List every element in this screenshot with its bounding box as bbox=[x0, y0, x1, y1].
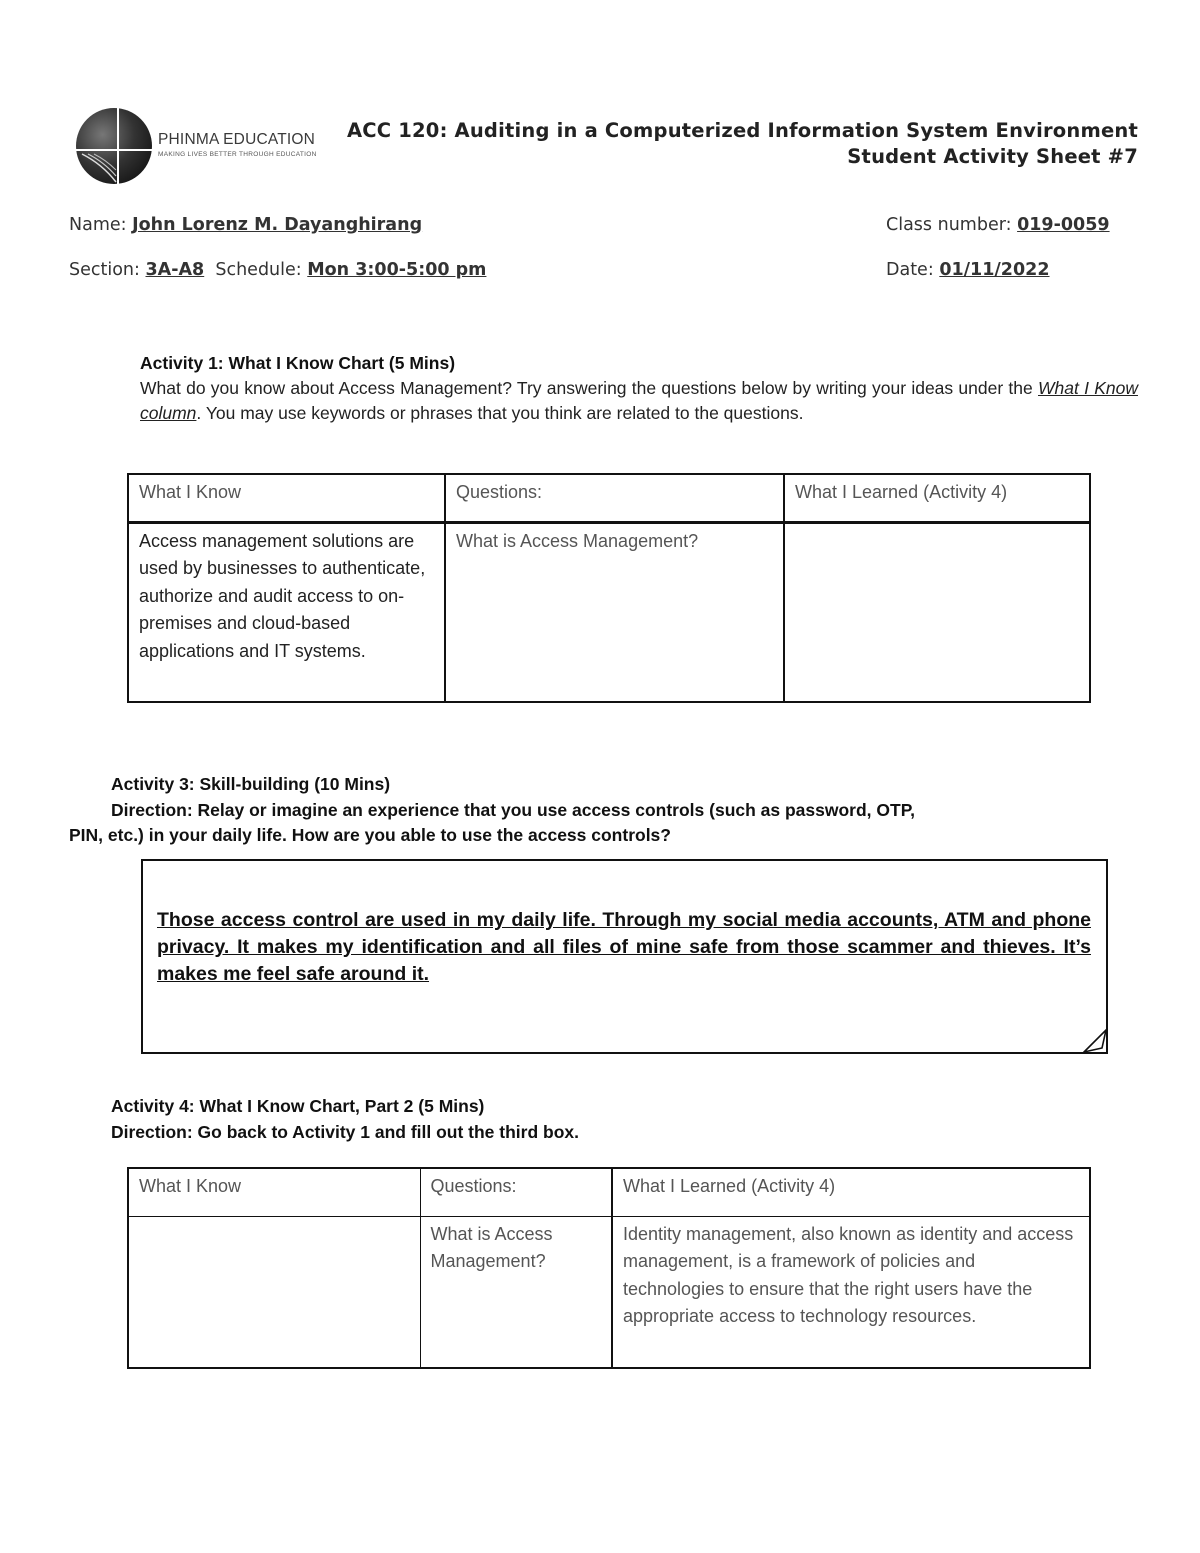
activity3-direction-line2: PIN, etc.) in your daily life. How are you able to use the access controls? bbox=[69, 825, 671, 845]
activity1-table-header-row bbox=[128, 474, 1090, 522]
name-field bbox=[69, 215, 422, 235]
activity1-know-answer: Access management solutions are used by businesses to authenticate, authorize and audit access to on-premises and cloud-based applications and IT systems. bbox=[128, 522, 445, 702]
logo-wordmark: PHINMA EDUCATION bbox=[158, 131, 316, 148]
activity4-question: What is Access Management? bbox=[420, 1216, 612, 1368]
activity1-learned-answer bbox=[784, 522, 1090, 702]
section-label: Section: bbox=[69, 260, 140, 280]
activity1-title: Activity 1: What I Know Chart (5 Mins) bbox=[140, 353, 456, 373]
activity4-table bbox=[127, 1167, 1091, 1369]
schedule-label: Schedule: bbox=[215, 260, 302, 280]
activity4-header-know: What I Know bbox=[128, 1168, 420, 1216]
class-number-value: 019-0059 bbox=[1017, 215, 1110, 235]
activity3-answer: Those access control are used in my daily life. Through my social media accounts, ATM and phone privacy. It makes my identification and all files of mine safe from those scammer and thieves. It’s makes me feel safe around it. bbox=[157, 909, 1091, 985]
activity1-table-row bbox=[128, 522, 1090, 702]
activity4-direction: Direction: Go back to Activity 1 and fill out the third box. bbox=[111, 1122, 579, 1142]
activity4-know-answer bbox=[128, 1216, 420, 1368]
activity1-header-questions: Questions: bbox=[445, 474, 784, 522]
activity3-title: Activity 3: Skill-building (10 Mins) bbox=[111, 774, 391, 794]
activity1-question: What is Access Management? bbox=[445, 522, 784, 702]
section-schedule-field bbox=[69, 260, 486, 280]
activity3-direction-line1: Direction: Relay or imagine an experience that you use access controls (such as password, OTP, bbox=[111, 800, 915, 820]
activity4-learned-answer: Identity management, also known as identity and access management, is a framework of policies and technologies to ensure that the right users have the appropriate access to technology resources. bbox=[612, 1216, 1090, 1368]
class-number-field bbox=[886, 215, 1110, 235]
activity1-instructions-emphasis: What I Know column bbox=[140, 378, 1138, 423]
activity3-answer-box bbox=[141, 859, 1108, 1054]
activity1-header-learned: What I Learned (Activity 4) bbox=[784, 474, 1090, 522]
activity1-table bbox=[127, 473, 1091, 703]
course-title: ACC 120: Auditing in a Computerized Information System Environment bbox=[346, 119, 1138, 142]
activity1-instructions bbox=[140, 376, 1138, 426]
activity1-instructions-part1: What do you know about Access Management? Try answering the questions below by writing your ideas under the bbox=[140, 378, 1033, 398]
activity4-table-row bbox=[128, 1216, 1090, 1368]
document-header bbox=[347, 118, 1138, 170]
class-number-label: Class number: bbox=[886, 215, 1012, 235]
phinma-globe-icon bbox=[72, 104, 156, 188]
page-curl-icon bbox=[1082, 1026, 1108, 1054]
activity1-header-know: What I Know bbox=[128, 474, 445, 522]
activity4-title: Activity 4: What I Know Chart, Part 2 (5 Mins) bbox=[111, 1096, 485, 1116]
name-value: John Lorenz M. Dayanghirang bbox=[132, 215, 423, 235]
activity4-header-learned: What I Learned (Activity 4) bbox=[612, 1168, 1090, 1216]
date-field bbox=[886, 260, 1050, 280]
date-label: Date: bbox=[886, 260, 934, 280]
sheet-title: Student Activity Sheet #7 bbox=[847, 145, 1138, 168]
phinma-logo bbox=[72, 104, 332, 188]
activity4-table-header-row bbox=[128, 1168, 1090, 1216]
schedule-value: Mon 3:00-5:00 pm bbox=[307, 260, 487, 280]
activity4-header-questions: Questions: bbox=[420, 1168, 612, 1216]
date-value: 01/11/2022 bbox=[939, 260, 1050, 280]
logo-tagline: MAKING LIVES BETTER THROUGH EDUCATION bbox=[158, 151, 317, 158]
section-value: 3A-A8 bbox=[145, 260, 205, 280]
name-label: Name: bbox=[69, 215, 127, 235]
activity1-instructions-part2: . You may use keywords or phrases that you think are related to the questions. bbox=[196, 403, 804, 423]
